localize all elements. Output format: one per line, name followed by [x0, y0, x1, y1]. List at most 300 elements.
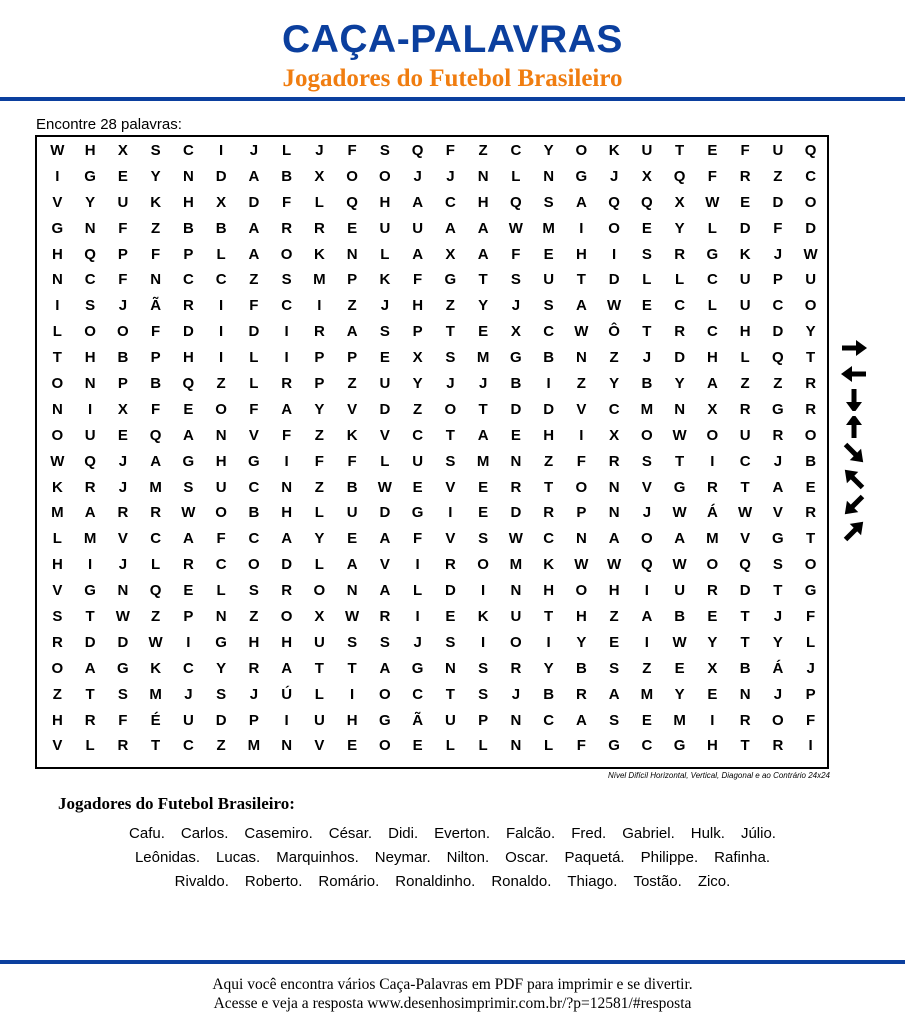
- grid-letter[interactable]: E: [674, 659, 685, 677]
- grid-letter[interactable]: C: [608, 400, 620, 418]
- grid-letter[interactable]: F: [118, 711, 128, 729]
- grid-letter[interactable]: I: [219, 323, 224, 341]
- grid-letter[interactable]: Q: [411, 142, 424, 159]
- grid-letter[interactable]: Q: [673, 167, 686, 185]
- grid-letter[interactable]: S: [52, 608, 63, 626]
- grid-letter[interactable]: N: [608, 478, 620, 496]
- grid-letter[interactable]: Y: [478, 297, 489, 315]
- grid-letter[interactable]: I: [808, 737, 813, 755]
- grid-letter[interactable]: S: [379, 142, 390, 159]
- grid-letter[interactable]: M: [640, 685, 654, 703]
- grid-letter[interactable]: R: [772, 737, 784, 755]
- grid-letter[interactable]: H: [182, 349, 194, 367]
- grid-letter[interactable]: J: [413, 633, 422, 651]
- grid-letter[interactable]: R: [739, 400, 751, 418]
- grid-letter[interactable]: D: [772, 193, 784, 211]
- grid-letter[interactable]: X: [412, 349, 423, 367]
- grid-letter[interactable]: A: [575, 297, 587, 315]
- grid-letter[interactable]: E: [347, 737, 358, 755]
- grid-letter[interactable]: S: [445, 349, 456, 367]
- grid-letter[interactable]: U: [641, 142, 653, 159]
- grid-letter[interactable]: G: [411, 504, 424, 522]
- grid-letter[interactable]: D: [379, 504, 391, 522]
- grid-letter[interactable]: P: [183, 608, 194, 626]
- grid-letter[interactable]: X: [314, 167, 325, 185]
- grid-letter[interactable]: R: [117, 504, 129, 522]
- grid-letter[interactable]: U: [346, 504, 358, 522]
- grid-letter[interactable]: H: [182, 193, 194, 211]
- grid-letter[interactable]: F: [249, 400, 259, 418]
- grid-letter[interactable]: H: [706, 349, 718, 367]
- grid-letter[interactable]: Z: [347, 297, 357, 315]
- grid-letter[interactable]: U: [182, 711, 194, 729]
- grid-letter[interactable]: T: [85, 608, 95, 626]
- grid-letter[interactable]: N: [543, 167, 555, 185]
- grid-letter[interactable]: M: [509, 556, 523, 574]
- grid-letter[interactable]: K: [739, 245, 751, 263]
- grid-letter[interactable]: É: [150, 711, 161, 729]
- grid-letter[interactable]: R: [608, 452, 620, 470]
- grid-letter[interactable]: Z: [576, 375, 586, 393]
- grid-letter[interactable]: U: [510, 608, 522, 626]
- grid-letter[interactable]: U: [739, 271, 751, 289]
- grid-letter[interactable]: T: [576, 271, 586, 289]
- grid-letter[interactable]: A: [608, 530, 620, 548]
- grid-letter[interactable]: U: [84, 426, 96, 444]
- grid-letter[interactable]: R: [313, 219, 325, 237]
- grid-letter[interactable]: C: [739, 452, 751, 470]
- grid-letter[interactable]: E: [641, 219, 652, 237]
- grid-letter[interactable]: C: [248, 530, 260, 548]
- grid-letter[interactable]: Q: [608, 193, 620, 211]
- grid-letter[interactable]: F: [118, 271, 128, 289]
- grid-letter[interactable]: H: [543, 582, 555, 600]
- grid-letter[interactable]: R: [674, 323, 686, 341]
- grid-letter[interactable]: K: [150, 659, 162, 677]
- grid-letter[interactable]: B: [215, 219, 227, 237]
- grid-letter[interactable]: L: [282, 142, 292, 159]
- grid-letter[interactable]: R: [706, 582, 718, 600]
- grid-letter[interactable]: D: [739, 219, 751, 237]
- grid-letter[interactable]: B: [674, 608, 686, 626]
- grid-letter[interactable]: H: [608, 582, 620, 600]
- grid-letter[interactable]: A: [412, 245, 424, 263]
- grid-letter[interactable]: B: [150, 375, 162, 393]
- grid-letter[interactable]: T: [478, 400, 488, 418]
- grid-letter[interactable]: A: [248, 167, 260, 185]
- grid-letter[interactable]: O: [510, 633, 522, 651]
- grid-letter[interactable]: M: [706, 530, 719, 548]
- grid-letter[interactable]: D: [281, 556, 293, 574]
- grid-letter[interactable]: I: [350, 685, 355, 703]
- grid-letter[interactable]: S: [150, 142, 161, 159]
- grid-letter[interactable]: U: [412, 219, 424, 237]
- grid-letter[interactable]: I: [546, 633, 551, 651]
- grid-letter[interactable]: I: [546, 375, 551, 393]
- grid-letter[interactable]: N: [346, 582, 358, 600]
- grid-letter[interactable]: A: [706, 375, 718, 393]
- grid-letter[interactable]: A: [84, 659, 96, 677]
- grid-letter[interactable]: O: [641, 530, 653, 548]
- grid-letter[interactable]: N: [477, 167, 489, 185]
- grid-letter[interactable]: U: [379, 375, 391, 393]
- grid-letter[interactable]: E: [609, 633, 620, 651]
- grid-letter[interactable]: B: [543, 685, 555, 703]
- grid-letter[interactable]: M: [313, 271, 326, 289]
- grid-letter[interactable]: G: [215, 633, 227, 651]
- grid-letter[interactable]: T: [740, 737, 750, 755]
- grid-letter[interactable]: R: [739, 167, 751, 185]
- grid-letter[interactable]: S: [183, 478, 194, 496]
- grid-letter[interactable]: K: [346, 426, 358, 444]
- grid-letter[interactable]: E: [478, 504, 489, 522]
- grid-letter[interactable]: Z: [347, 375, 357, 393]
- grid-letter[interactable]: T: [478, 271, 488, 289]
- grid-letter[interactable]: L: [707, 219, 717, 237]
- grid-letter[interactable]: L: [380, 245, 390, 263]
- grid-letter[interactable]: M: [476, 349, 490, 367]
- grid-letter[interactable]: E: [117, 426, 128, 444]
- grid-letter[interactable]: O: [575, 582, 588, 600]
- grid-letter[interactable]: I: [219, 349, 224, 367]
- grid-letter[interactable]: Z: [609, 349, 619, 367]
- grid-letter[interactable]: R: [248, 659, 260, 677]
- grid-letter[interactable]: H: [706, 737, 718, 755]
- grid-letter[interactable]: Y: [543, 142, 554, 159]
- grid-letter[interactable]: M: [476, 452, 490, 470]
- grid-letter[interactable]: C: [150, 530, 162, 548]
- grid-letter[interactable]: A: [575, 711, 587, 729]
- grid-letter[interactable]: F: [347, 142, 357, 159]
- grid-letter[interactable]: B: [805, 452, 817, 470]
- grid-letter[interactable]: N: [215, 426, 227, 444]
- grid-letter[interactable]: P: [150, 349, 161, 367]
- grid-letter[interactable]: P: [117, 375, 128, 393]
- grid-letter[interactable]: C: [182, 142, 194, 159]
- grid-letter[interactable]: S: [478, 685, 489, 703]
- grid-letter[interactable]: P: [117, 245, 128, 263]
- grid-letter[interactable]: F: [282, 193, 292, 211]
- grid-letter[interactable]: A: [379, 659, 391, 677]
- grid-letter[interactable]: T: [675, 452, 685, 470]
- grid-letter[interactable]: U: [412, 452, 424, 470]
- grid-letter[interactable]: W: [672, 556, 687, 574]
- grid-letter[interactable]: G: [84, 582, 96, 600]
- grid-letter[interactable]: R: [510, 478, 522, 496]
- grid-letter[interactable]: L: [249, 375, 259, 393]
- grid-letter[interactable]: C: [412, 685, 424, 703]
- grid-letter[interactable]: W: [345, 608, 360, 626]
- grid-letter[interactable]: I: [415, 556, 420, 574]
- grid-letter[interactable]: Q: [182, 375, 195, 393]
- grid-letter[interactable]: O: [346, 167, 358, 185]
- grid-letter[interactable]: J: [511, 297, 521, 315]
- grid-letter[interactable]: W: [607, 297, 622, 315]
- grid-letter[interactable]: A: [182, 426, 194, 444]
- grid-letter[interactable]: I: [55, 297, 60, 315]
- grid-letter[interactable]: L: [314, 504, 324, 522]
- grid-letter[interactable]: X: [707, 400, 718, 418]
- grid-letter[interactable]: C: [772, 297, 784, 315]
- grid-letter[interactable]: N: [608, 504, 620, 522]
- grid-letter[interactable]: B: [543, 349, 555, 367]
- grid-letter[interactable]: D: [772, 323, 784, 341]
- grid-letter[interactable]: W: [672, 633, 687, 651]
- grid-letter[interactable]: F: [576, 452, 586, 470]
- grid-letter[interactable]: S: [281, 271, 292, 289]
- grid-letter[interactable]: V: [379, 426, 390, 444]
- grid-letter[interactable]: W: [50, 142, 65, 159]
- grid-letter[interactable]: Ã: [412, 711, 424, 729]
- grid-letter[interactable]: G: [379, 711, 391, 729]
- grid-letter[interactable]: Z: [314, 478, 324, 496]
- grid-letter[interactable]: A: [150, 452, 162, 470]
- grid-letter[interactable]: C: [444, 193, 456, 211]
- grid-letter[interactable]: A: [412, 193, 424, 211]
- grid-letter[interactable]: F: [413, 530, 423, 548]
- grid-letter[interactable]: H: [215, 452, 227, 470]
- grid-letter[interactable]: A: [248, 245, 260, 263]
- grid-letter[interactable]: C: [215, 556, 227, 574]
- grid-letter[interactable]: U: [117, 193, 129, 211]
- grid-letter[interactable]: L: [85, 737, 95, 755]
- grid-letter[interactable]: D: [805, 219, 817, 237]
- grid-letter[interactable]: S: [609, 659, 620, 677]
- grid-letter[interactable]: N: [575, 530, 587, 548]
- grid-letter[interactable]: I: [186, 633, 191, 651]
- grid-letter[interactable]: D: [543, 400, 555, 418]
- grid-letter[interactable]: Z: [773, 167, 783, 185]
- grid-letter[interactable]: H: [281, 504, 293, 522]
- grid-letter[interactable]: N: [510, 711, 522, 729]
- grid-letter[interactable]: Z: [740, 375, 750, 393]
- grid-letter[interactable]: F: [151, 400, 161, 418]
- grid-letter[interactable]: O: [641, 426, 653, 444]
- grid-letter[interactable]: S: [510, 271, 521, 289]
- grid-letter[interactable]: T: [151, 737, 161, 755]
- grid-letter[interactable]: F: [151, 245, 161, 263]
- grid-letter[interactable]: Ú: [281, 685, 293, 703]
- grid-letter[interactable]: I: [284, 711, 289, 729]
- grid-letter[interactable]: J: [773, 452, 783, 470]
- grid-letter[interactable]: Y: [412, 375, 423, 393]
- grid-letter[interactable]: G: [182, 452, 195, 470]
- grid-letter[interactable]: P: [248, 711, 259, 729]
- grid-letter[interactable]: J: [413, 167, 422, 185]
- grid-letter[interactable]: H: [248, 633, 260, 651]
- grid-letter[interactable]: Q: [149, 582, 162, 600]
- grid-letter[interactable]: Q: [641, 556, 653, 574]
- grid-letter[interactable]: Z: [773, 375, 783, 393]
- grid-letter[interactable]: N: [150, 271, 162, 289]
- grid-letter[interactable]: O: [477, 556, 489, 574]
- grid-letter[interactable]: X: [314, 608, 325, 626]
- grid-letter[interactable]: F: [806, 711, 816, 729]
- grid-letter[interactable]: R: [281, 582, 293, 600]
- grid-letter[interactable]: T: [544, 608, 554, 626]
- grid-letter[interactable]: T: [445, 685, 455, 703]
- grid-letter[interactable]: L: [642, 271, 652, 289]
- grid-letter[interactable]: K: [608, 142, 620, 159]
- grid-letter[interactable]: X: [445, 245, 456, 263]
- grid-letter[interactable]: E: [707, 142, 718, 159]
- grid-letter[interactable]: O: [804, 297, 817, 315]
- grid-letter[interactable]: R: [281, 219, 293, 237]
- grid-letter[interactable]: J: [118, 452, 128, 470]
- grid-letter[interactable]: Q: [510, 193, 522, 211]
- grid-letter[interactable]: L: [740, 349, 750, 367]
- grid-letter[interactable]: V: [52, 582, 63, 600]
- grid-letter[interactable]: Y: [772, 633, 783, 651]
- grid-letter[interactable]: X: [216, 193, 227, 211]
- grid-letter[interactable]: R: [51, 633, 63, 651]
- grid-letter[interactable]: N: [510, 582, 522, 600]
- grid-letter[interactable]: G: [51, 219, 64, 237]
- grid-letter[interactable]: O: [772, 711, 784, 729]
- grid-letter[interactable]: U: [543, 271, 555, 289]
- grid-letter[interactable]: N: [51, 400, 63, 418]
- grid-letter[interactable]: A: [379, 530, 391, 548]
- grid-letter[interactable]: Ô: [608, 323, 620, 341]
- grid-letter[interactable]: H: [543, 426, 555, 444]
- grid-letter[interactable]: I: [448, 504, 453, 522]
- grid-letter[interactable]: Z: [249, 271, 259, 289]
- grid-letter[interactable]: O: [608, 219, 620, 237]
- grid-letter[interactable]: M: [51, 504, 64, 522]
- grid-letter[interactable]: Q: [804, 142, 817, 159]
- grid-letter[interactable]: Á: [706, 504, 718, 522]
- grid-letter[interactable]: O: [248, 556, 260, 574]
- grid-letter[interactable]: T: [740, 633, 750, 651]
- grid-letter[interactable]: Q: [149, 426, 162, 444]
- grid-letter[interactable]: O: [280, 608, 293, 626]
- grid-letter[interactable]: N: [51, 271, 63, 289]
- grid-letter[interactable]: R: [84, 711, 96, 729]
- grid-letter[interactable]: M: [542, 219, 555, 237]
- grid-letter[interactable]: E: [347, 219, 358, 237]
- grid-letter[interactable]: S: [772, 556, 783, 574]
- grid-letter[interactable]: R: [805, 504, 817, 522]
- grid-letter[interactable]: K: [379, 271, 391, 289]
- grid-letter[interactable]: D: [117, 633, 129, 651]
- grid-letter[interactable]: O: [117, 323, 129, 341]
- grid-letter[interactable]: E: [412, 478, 423, 496]
- grid-letter[interactable]: Y: [674, 375, 685, 393]
- grid-letter[interactable]: A: [281, 400, 293, 418]
- grid-letter[interactable]: R: [805, 375, 817, 393]
- grid-letter[interactable]: L: [544, 737, 554, 755]
- grid-letter[interactable]: A: [379, 582, 391, 600]
- grid-letter[interactable]: H: [739, 323, 751, 341]
- grid-letter[interactable]: Q: [84, 452, 96, 470]
- grid-letter[interactable]: B: [739, 659, 751, 677]
- grid-letter[interactable]: J: [609, 167, 619, 185]
- grid-letter[interactable]: G: [117, 659, 129, 677]
- grid-letter[interactable]: P: [347, 349, 358, 367]
- grid-letter[interactable]: W: [672, 504, 687, 522]
- grid-letter[interactable]: C: [805, 167, 817, 185]
- grid-letter[interactable]: Y: [609, 375, 620, 393]
- grid-letter[interactable]: U: [739, 297, 751, 315]
- grid-letter[interactable]: J: [249, 142, 259, 159]
- grid-letter[interactable]: P: [576, 504, 587, 522]
- grid-letter[interactable]: W: [672, 426, 687, 444]
- grid-letter[interactable]: V: [445, 478, 456, 496]
- grid-letter[interactable]: J: [184, 685, 193, 703]
- grid-letter[interactable]: G: [804, 582, 817, 600]
- grid-letter[interactable]: T: [544, 478, 554, 496]
- grid-letter[interactable]: W: [115, 608, 130, 626]
- grid-letter[interactable]: P: [347, 271, 358, 289]
- grid-letter[interactable]: H: [84, 349, 96, 367]
- grid-letter[interactable]: T: [445, 426, 455, 444]
- grid-letter[interactable]: S: [543, 193, 554, 211]
- grid-letter[interactable]: X: [609, 426, 620, 444]
- grid-letter[interactable]: F: [707, 167, 717, 185]
- grid-letter[interactable]: N: [510, 452, 522, 470]
- grid-letter[interactable]: N: [215, 608, 227, 626]
- grid-letter[interactable]: S: [609, 711, 620, 729]
- grid-letter[interactable]: V: [740, 530, 751, 548]
- grid-letter[interactable]: R: [805, 400, 817, 418]
- grid-letter[interactable]: G: [772, 400, 784, 418]
- grid-letter[interactable]: M: [673, 711, 686, 729]
- grid-letter[interactable]: L: [707, 297, 717, 315]
- grid-letter[interactable]: P: [772, 271, 783, 289]
- grid-letter[interactable]: D: [608, 271, 620, 289]
- grid-letter[interactable]: U: [215, 478, 227, 496]
- grid-letter[interactable]: N: [281, 478, 293, 496]
- grid-letter[interactable]: V: [52, 193, 63, 211]
- grid-letter[interactable]: U: [772, 142, 784, 159]
- grid-letter[interactable]: E: [183, 400, 194, 418]
- grid-letter[interactable]: I: [317, 297, 322, 315]
- grid-letter[interactable]: D: [739, 582, 751, 600]
- grid-letter[interactable]: I: [55, 167, 60, 185]
- grid-letter[interactable]: A: [346, 323, 358, 341]
- grid-letter[interactable]: Z: [151, 219, 161, 237]
- grid-letter[interactable]: R: [543, 504, 555, 522]
- grid-letter[interactable]: O: [379, 737, 391, 755]
- grid-letter[interactable]: A: [477, 245, 489, 263]
- grid-letter[interactable]: L: [314, 685, 324, 703]
- grid-letter[interactable]: Z: [445, 297, 455, 315]
- grid-letter[interactable]: S: [117, 685, 128, 703]
- grid-letter[interactable]: T: [314, 659, 324, 677]
- grid-letter[interactable]: Z: [249, 608, 259, 626]
- grid-letter[interactable]: O: [575, 142, 588, 159]
- grid-letter[interactable]: S: [379, 633, 390, 651]
- grid-letter[interactable]: O: [804, 426, 817, 444]
- grid-letter[interactable]: J: [315, 142, 324, 159]
- grid-letter[interactable]: N: [674, 400, 686, 418]
- grid-letter[interactable]: U: [313, 711, 325, 729]
- grid-letter[interactable]: N: [346, 245, 358, 263]
- grid-letter[interactable]: K: [150, 193, 162, 211]
- grid-letter[interactable]: Á: [772, 659, 784, 677]
- grid-letter[interactable]: T: [642, 323, 652, 341]
- grid-letter[interactable]: D: [248, 193, 260, 211]
- grid-letter[interactable]: E: [183, 582, 194, 600]
- grid-letter[interactable]: C: [543, 530, 555, 548]
- grid-letter[interactable]: I: [579, 426, 584, 444]
- grid-letter[interactable]: F: [413, 271, 423, 289]
- grid-letter[interactable]: Z: [314, 426, 324, 444]
- grid-letter[interactable]: H: [346, 711, 358, 729]
- grid-letter[interactable]: U: [674, 582, 686, 600]
- grid-letter[interactable]: M: [149, 685, 162, 703]
- grid-letter[interactable]: S: [248, 582, 259, 600]
